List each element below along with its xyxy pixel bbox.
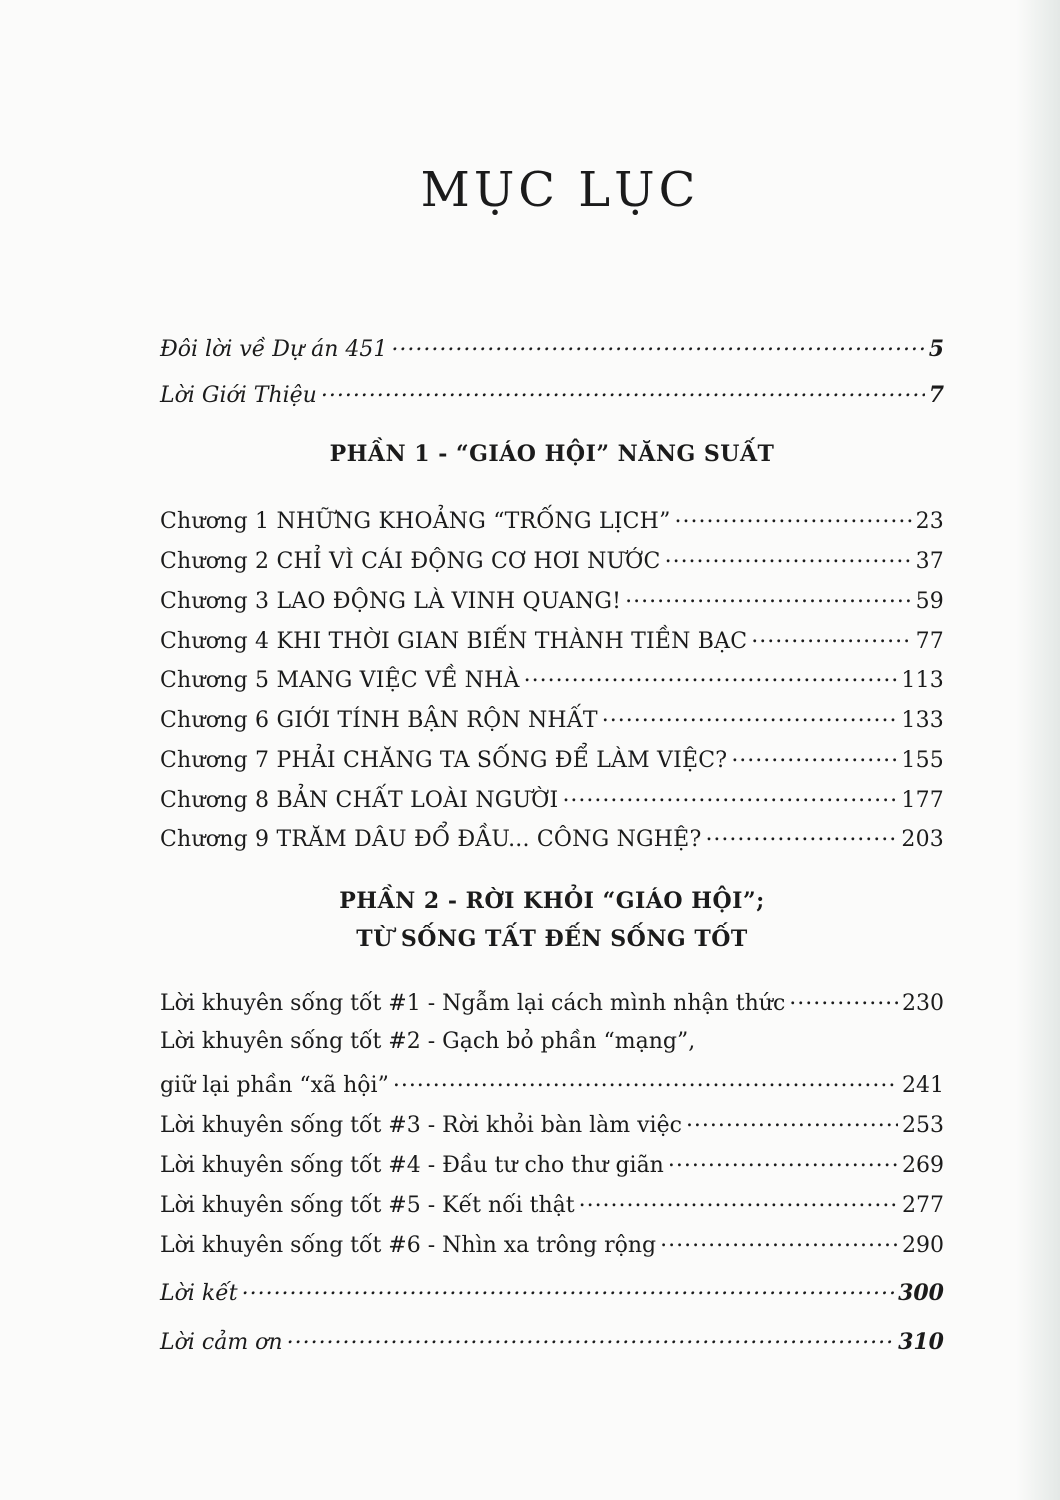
page-title: MỤC LỤC: [420, 162, 700, 218]
toc-entry-chapter-7: [160, 745, 944, 773]
toc-entry-label: giữ lại phần “xã hội”: [160, 1073, 389, 1098]
dot-leader: [686, 1110, 898, 1132]
dot-leader: [524, 665, 898, 687]
toc-entry-label: Lời cảm ơn: [160, 1330, 283, 1355]
toc-entry-chapter-2: [160, 546, 944, 574]
toc-entry-back-2: [160, 1327, 944, 1355]
dot-leader: [321, 380, 925, 402]
toc-entry-label: Lời khuyên sống tốt #6 - Nhìn xa trông rộng: [160, 1233, 657, 1258]
dot-leader: [579, 1190, 898, 1212]
toc-entry-page: 155: [901, 748, 944, 773]
toc-entry-label: Lời khuyên sống tốt #5 - Kết nối thật: [160, 1193, 575, 1218]
toc-entry-label: Chương 1 NHỮNG KHOẢNG “TRỐNG LỊCH”: [160, 509, 671, 534]
toc-entry-back-1: [160, 1278, 944, 1306]
dot-leader: [391, 334, 924, 356]
dot-leader: [562, 785, 897, 807]
dot-leader: [665, 546, 912, 568]
toc-entry-tip-6: [160, 1230, 944, 1258]
toc-entry-label: Chương 3 LAO ĐỘNG LÀ VINH QUANG!: [160, 589, 622, 614]
toc-entry-tip-4: [160, 1150, 944, 1178]
toc-entry-front-1: [160, 334, 944, 362]
toc-entry-page: 59: [915, 589, 944, 614]
dot-leader: [789, 988, 898, 1010]
toc-entry-chapter-9: [160, 824, 944, 852]
toc-entry-chapter-5: [160, 665, 944, 693]
dot-leader: [668, 1150, 898, 1172]
toc-entry-label: Lời kết: [160, 1281, 238, 1306]
toc-entry-label: Chương 8 BẢN CHẤT LOÀI NGƯỜI: [160, 788, 559, 813]
toc-entry-label: Chương 7 PHẢI CHĂNG TA SỐNG ĐỂ LÀM VIỆC?: [160, 748, 728, 773]
toc-entry-tip-2-line1: Lời khuyên sống tốt #2 - Gạch bỏ phần “mạng”,: [160, 1029, 696, 1054]
toc-entry-label: Chương 6 GIỚI TÍNH BẬN RỘN NHẤT: [160, 708, 598, 733]
toc-entry-page: 37: [915, 549, 944, 574]
dot-leader: [287, 1327, 894, 1349]
dot-leader: [731, 745, 897, 767]
toc-entry-page: 77: [915, 629, 944, 654]
part2-heading-line1: PHẦN 2 - RỜI KHỎI “GIÁO HỘI”;: [339, 888, 765, 914]
toc-entry-page: 177: [901, 788, 944, 813]
toc-entry-page: 253: [902, 1113, 944, 1138]
toc-entry-tip-3: [160, 1110, 944, 1138]
toc-entry-page: 269: [902, 1153, 944, 1178]
toc-entry-page: 203: [901, 827, 944, 852]
toc-entry-chapter-3: [160, 586, 944, 614]
part2-heading-line2: TỪ SỐNG TẤT ĐẾN SỐNG TỐT: [356, 926, 748, 952]
toc-entry-label: Đôi lời về Dự án 451: [160, 337, 388, 362]
dot-leader: [393, 1070, 898, 1092]
dot-leader: [625, 586, 911, 608]
toc-entry-chapter-8: [160, 785, 944, 813]
toc-entry-label: Lời Giới Thiệu: [160, 383, 317, 408]
dot-leader: [675, 506, 912, 528]
toc-entry-page: 113: [901, 668, 944, 693]
dot-leader: [242, 1278, 894, 1300]
toc-entry-page: 133: [901, 708, 944, 733]
dot-leader: [751, 626, 911, 648]
toc-entry-tip-5: [160, 1190, 944, 1218]
toc-entry-page: 310: [898, 1329, 944, 1355]
toc-entry-front-2: [160, 380, 944, 408]
dot-leader: [660, 1230, 898, 1252]
dot-leader: [705, 824, 897, 846]
toc-entry-tip-2: [160, 1070, 944, 1098]
toc-entry-page: 7: [928, 382, 944, 408]
toc-entry-label: Chương 2 CHỈ VÌ CÁI ĐỘNG CƠ HƠI NƯỚC: [160, 549, 661, 574]
part1-heading: PHẦN 1 - “GIÁO HỘI” NĂNG SUẤT: [329, 441, 775, 467]
toc-entry-label: Chương 9 TRĂM DÂU ĐỔ ĐẦU... CÔNG NGHỆ?: [160, 827, 702, 852]
toc-entry-page: 290: [902, 1233, 944, 1258]
toc-entry-page: 230: [902, 991, 944, 1016]
toc-entry-label: Chương 5 MANG VIỆC VỀ NHÀ: [160, 668, 520, 693]
toc-entry-chapter-1: [160, 506, 944, 534]
toc-entry-tip-1: [160, 988, 944, 1016]
toc-entry-label: Lời khuyên sống tốt #3 - Rời khỏi bàn làm việc: [160, 1113, 682, 1138]
toc-entry-page: 23: [915, 509, 944, 534]
toc-entry-label: Chương 4 KHI THỜI GIAN BIẾN THÀNH TIỀN BẠC: [160, 629, 748, 654]
page-edge-shadow: [1016, 0, 1060, 1500]
toc-entry-label: Lời khuyên sống tốt #4 - Đầu tư cho thư giãn: [160, 1153, 664, 1178]
toc-entry-page: 5: [928, 336, 944, 362]
toc-entry-chapter-6: [160, 705, 944, 733]
toc-entry-label: Lời khuyên sống tốt #1 - Ngẫm lại cách mình nhận thức: [160, 991, 786, 1016]
toc-entry-page: 277: [902, 1193, 944, 1218]
toc-entry-page: 300: [898, 1280, 944, 1306]
dot-leader: [602, 705, 898, 727]
toc-entry-chapter-4: [160, 626, 944, 654]
toc-entry-page: 241: [902, 1073, 944, 1098]
